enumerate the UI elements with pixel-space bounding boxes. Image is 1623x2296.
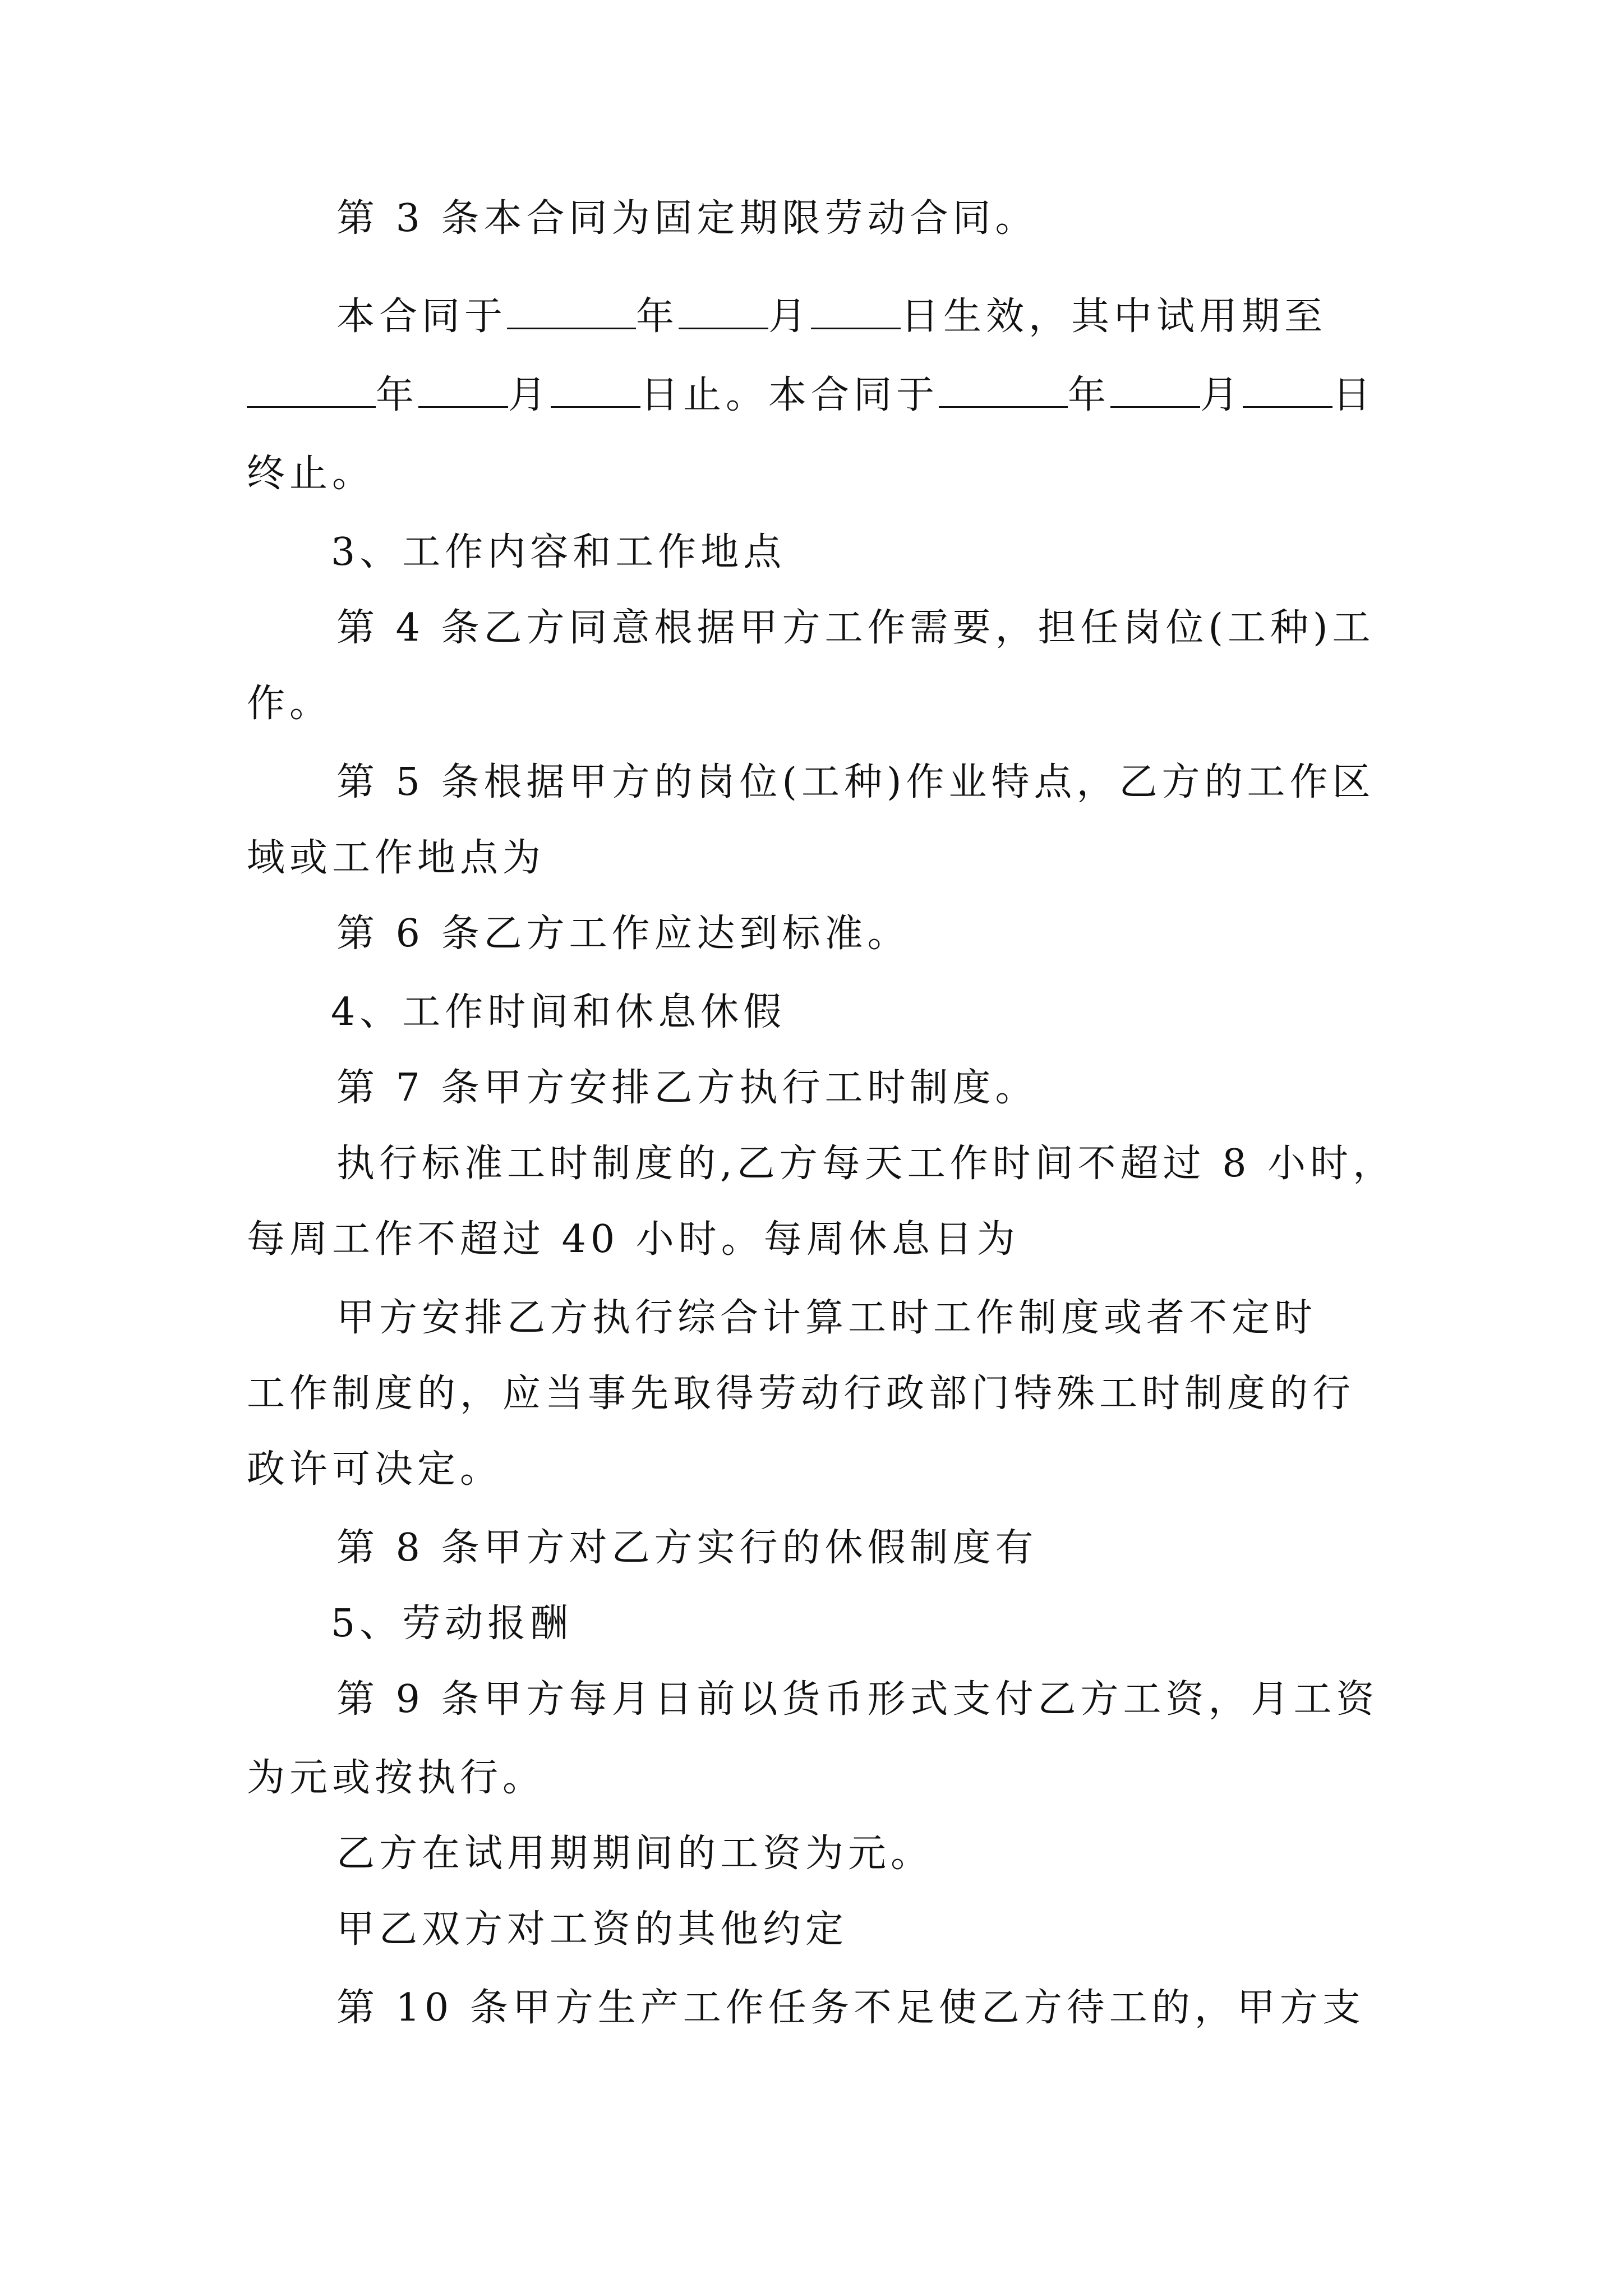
- text-line: 第 7 条甲方安排乙方执行工时制度。: [336, 1066, 1038, 1110]
- text-line: 工作制度的，应当事先取得劳动行政部门特殊工时制度的行: [247, 1372, 1355, 1416]
- text-line: 终止。: [247, 452, 375, 496]
- blank-field: [1110, 375, 1200, 408]
- blank-field: [939, 375, 1068, 408]
- text-segment: 年: [376, 373, 419, 417]
- section-heading: 5、劳动报酬: [331, 1602, 573, 1646]
- blank-field: [247, 375, 376, 408]
- blank-field: [418, 375, 508, 408]
- text-line: 第 10 条甲方生产工作任务不足使乙方待工的，甲方支: [336, 1986, 1365, 2030]
- blank-field: [679, 296, 768, 329]
- section-heading: 3、工作内容和工作地点: [331, 530, 786, 574]
- text-line: 第 4 条乙方同意根据甲方工作需要，担任岗位(工种)工: [336, 606, 1375, 650]
- text-line: 甲方安排乙方执行综合计算工时工作制度或者不定时: [336, 1296, 1317, 1340]
- text-line: 第 5 条根据甲方的岗位(工种)作业特点，乙方的工作区: [336, 760, 1375, 804]
- text-line: 域或工作地点为: [247, 836, 546, 880]
- text-segment: 月: [768, 295, 811, 339]
- text-segment: 日: [1332, 373, 1376, 417]
- text-line: 执行标准工时制度的,乙方每天工作时间不超过 8 小时，: [336, 1142, 1396, 1186]
- text-segment: 日止。本合同于: [640, 373, 939, 417]
- text-line: 第 3 条本合同为固定期限劳动合同。: [336, 196, 1038, 241]
- section-heading: 4、工作时间和休息休假: [331, 990, 786, 1034]
- text-line: 第 8 条甲方对乙方实行的休假制度有: [336, 1526, 1038, 1570]
- text-line: 第 6 条乙方工作应达到标准。: [336, 912, 910, 956]
- text-segment: 月: [1200, 373, 1243, 417]
- text-line: 每周工作不超过 40 小时。每周休息日为: [247, 1217, 1020, 1262]
- blank-field: [507, 296, 636, 329]
- text-line: 作。: [247, 682, 333, 726]
- trial-end-line: [247, 370, 1375, 421]
- text-segment: 月: [508, 373, 551, 417]
- text-segment: 年: [636, 295, 679, 339]
- blank-field: [551, 375, 640, 408]
- text-segment: 本合同于: [336, 295, 508, 339]
- text-segment: 日生效，其中试用期至: [901, 295, 1327, 339]
- blank-field: [811, 296, 901, 329]
- effective-date-line: [336, 292, 1327, 342]
- text-line: 第 9 条甲方每月日前以货币形式支付乙方工资，月工资: [336, 1677, 1379, 1722]
- text-segment: 年: [1068, 373, 1111, 417]
- text-line: 政许可决定。: [247, 1447, 503, 1492]
- text-line: 乙方在试用期期间的工资为元。: [336, 1832, 934, 1876]
- text-line: 为元或按执行。: [247, 1756, 546, 1800]
- article-3-line: [336, 194, 1038, 244]
- blank-field: [1243, 375, 1332, 408]
- text-line: 甲乙双方对工资的其他约定: [336, 1907, 849, 1952]
